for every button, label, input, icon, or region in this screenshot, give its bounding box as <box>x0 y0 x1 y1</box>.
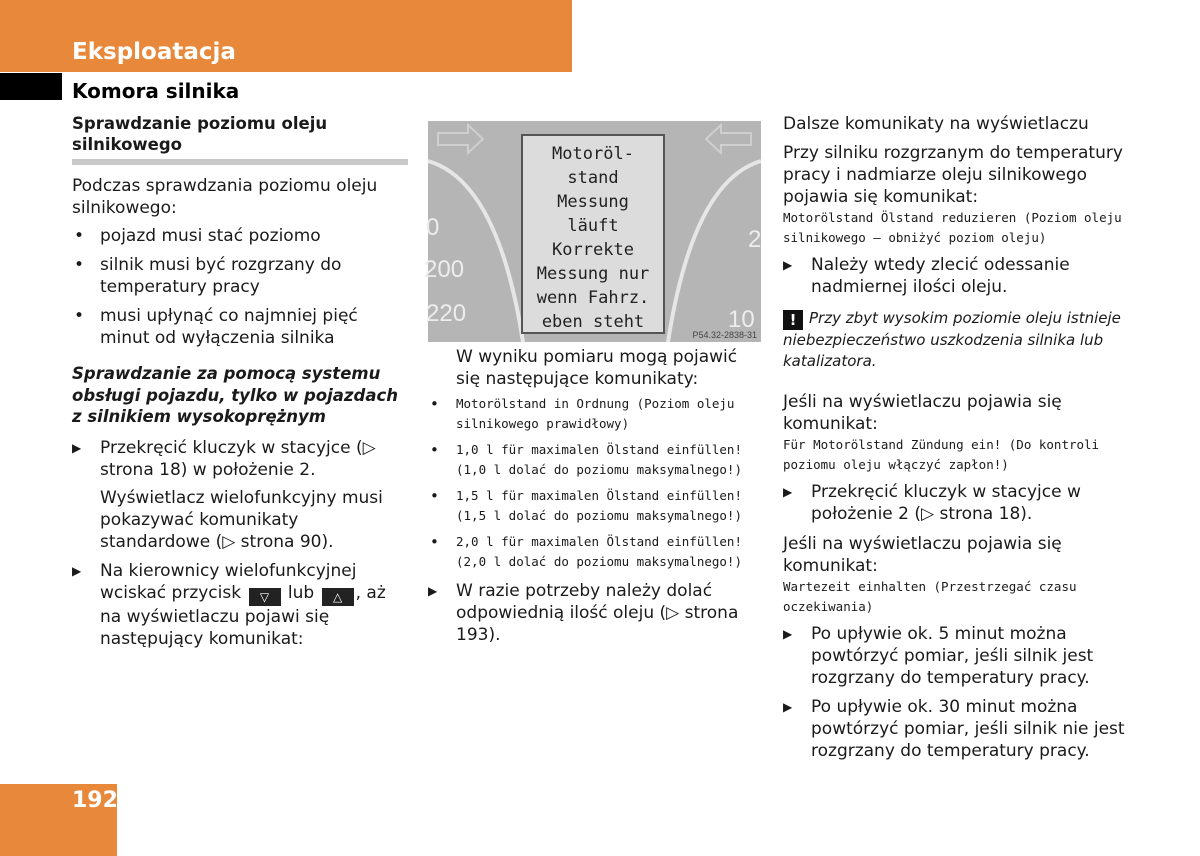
intro-text: Podczas sprawdzania poziomu oleju silnikowego: <box>72 176 378 218</box>
list-item: • Motorölstand in Ordnung (Poziom oleju silnikowego prawidłowy) <box>428 394 764 434</box>
paragraph: Przy silniku rozgrzanym do temperatury pracy i nadmiarze oleju silnikowego pojawia się komunikat: <box>783 143 1123 207</box>
paragraph: Jeśli na wyświetlaczu pojawia się komunikat: <box>783 534 1062 576</box>
display-line: Korrekte <box>552 240 634 260</box>
step-text: lub <box>287 582 315 603</box>
page-number: 192 <box>72 788 118 813</box>
section-marker <box>0 73 62 100</box>
condition-list <box>72 225 408 349</box>
list-item: • pojazd musi stać poziomo <box>72 225 408 247</box>
warning-text: Przy zbyt wysokim poziomie oleju istnieje niebezpieczeństwo uszkodzenia silnika lub katalizatora. <box>783 309 1121 370</box>
gauge-label: 0 <box>426 214 440 241</box>
gauge-label: 2 <box>748 226 762 253</box>
arrow-up-key-icon: △ <box>322 588 354 606</box>
message-list <box>428 394 764 572</box>
subheading: Sprawdzanie poziomu oleju silnikowego <box>72 113 408 165</box>
step-text: , aż na wyświetlaczu pojawi się następujący komunikat: <box>100 582 386 649</box>
multifunction-display <box>521 134 665 334</box>
chapter-title: Eksploatacja <box>72 39 236 65</box>
list-item: • 1,5 l für maximalen Ölstand einfüllen! (1,5 l dolać do poziomu maksymalnego!) <box>428 486 764 526</box>
column-middle <box>428 346 764 646</box>
display-line: Motoröl- <box>552 144 634 164</box>
display-message-text: Für Motorölstand Zündung ein! (Do kontroli poziomu oleju włączyć zapłon!) <box>783 437 1100 472</box>
instrument-cluster-figure <box>424 121 762 342</box>
display-line: läuft <box>567 216 619 236</box>
display-line: eben steht <box>541 312 645 332</box>
gauge-label: 200 <box>424 256 465 283</box>
step-ignition: ▶ Przekręcić kluczyk w stacyjce w położenie 2 (▷ strona 18). <box>783 481 1128 525</box>
subheading: Dalsze komunikaty na wyświetlaczu <box>783 114 1089 134</box>
display-message <box>523 142 663 334</box>
step-wait-30min: ▶ Po upływie ok. 30 minut można powtórzyć pomiar, jeśli silnik nie jest rozgrzany do temperatury pracy. <box>783 696 1128 762</box>
list-item: • 2,0 l für maximalen Ölstand einfüllen! (2,0 l dolać do poziomu maksymalnego!) <box>428 532 764 572</box>
warning-icon: ! <box>783 310 803 330</box>
section-title: Komora silnika <box>72 79 240 103</box>
display-line: stand <box>567 168 619 188</box>
italic-heading: Sprawdzanie za pomocą systemu obsługi pojazdu, tylko w pojazdach z silnikiem wysokoprężnym <box>72 364 398 426</box>
list-item: • musi upłynąć co najmniej pięć minut od wyłączenia silnika <box>72 305 408 349</box>
step-ignition: ▶ Przekręcić kluczyk w stacyjce (▷ strona 18) w położenie 2. <box>72 437 408 481</box>
gauge-label: 220 <box>426 300 467 327</box>
warning-note <box>783 308 1128 371</box>
list-item: • 1,0 l für maximalen Ölstand einfüllen! (1,0 l dolać do poziomu maksymalnego!) <box>428 440 764 480</box>
step-wait-5min: ▶ Po upływie ok. 5 minut można powtórzyć pomiar, jeśli silnik jest rozgrzany do temperatury pracy. <box>783 623 1128 689</box>
display-line: Messung nur <box>536 264 650 284</box>
display-line: Messung <box>557 192 629 212</box>
step-text: Na kierownicy wielofunkcyjnej wciskać przycisk <box>100 560 357 603</box>
list-item: • silnik musi być rozgrzany do temperatury pracy <box>72 254 408 298</box>
gauge-label: 10 <box>728 306 755 333</box>
display-message-text: Wartezeit einhalten (Przestrzegać czasu oczekiwania) <box>783 579 1077 614</box>
intro-text: W wyniku pomiaru mogą pojawić się następujące komunikaty: <box>456 347 738 389</box>
column-left <box>72 113 408 650</box>
display-message-text: Motorölstand Ölstand reduzieren (Poziom oleju silnikowego – obniżyć poziom oleju) <box>783 210 1122 245</box>
step-extract-oil: ▶ Należy wtedy zlecić odessanie nadmiernej ilości oleju. <box>783 254 1128 298</box>
display-line: wenn Fahrz. <box>536 288 650 308</box>
paragraph: Jeśli na wyświetlaczu pojawia się komunikat: <box>783 392 1062 434</box>
step-steering-button <box>72 560 408 650</box>
step-add-oil: ▶ W razie potrzeby należy dolać odpowiednią ilość oleju (▷ strona 193). <box>428 580 764 646</box>
arrow-down-key-icon: ▽ <box>249 588 281 606</box>
step-note: Wyświetlacz wielofunkcyjny musi pokazywać komunikaty standardowe (▷ strona 90). <box>100 487 383 552</box>
column-right <box>783 113 1128 762</box>
figure-code: P54.32-2838-31 <box>692 330 757 340</box>
